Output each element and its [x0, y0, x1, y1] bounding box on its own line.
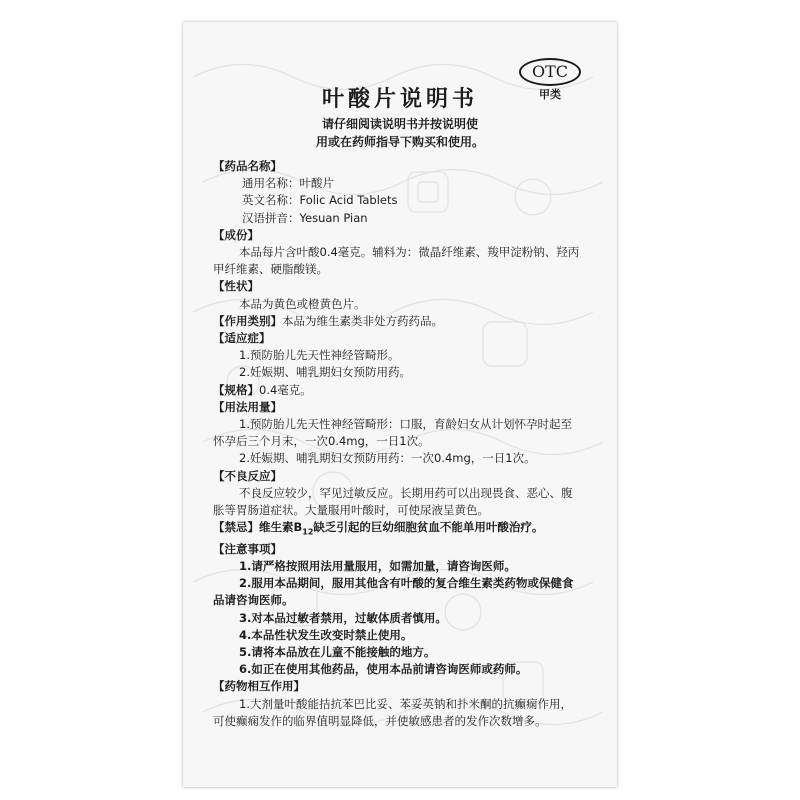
precaution-item-continued: 品请咨询医师。 [213, 593, 294, 608]
section-heading-composition: 【成份】 [213, 227, 259, 242]
subtitle-line: 请仔细阅读说明书并按说明使 [321, 117, 478, 131]
indication-item: 1.预防胎儿先天性神经管畸形。 [239, 348, 400, 363]
precaution-item: 3.对本品过敏者禁用，过敏体质者慎用。 [239, 610, 447, 625]
composition-text: 本品每片含叶酸0.4毫克。辅料为：微晶纤维素、羧甲淀粉钠、羟丙 [239, 245, 580, 260]
section-heading-adverse-reactions: 【不良反应】 [213, 468, 282, 483]
precaution-item: 5.请将本品放在儿童不能接触的地方。 [239, 644, 436, 659]
pinyin-name: 汉语拼音：Yesuan Pian [242, 210, 368, 225]
section-heading-category: 【作用类别】 [213, 313, 282, 328]
section-heading-dosage: 【用法用量】 [213, 399, 282, 414]
precaution-item: 1.请严格按照用法用量服用，如需加量，请咨询医师。 [239, 558, 516, 573]
contraindications-line [213, 519, 609, 541]
category-line [213, 313, 609, 330]
composition-text: 甲纤维素、硬脂酸镁。 [213, 262, 328, 277]
properties-text: 本品为黄色或橙黄色片。 [239, 296, 366, 311]
subtitle [183, 115, 617, 151]
english-name: 英文名称：Folic Acid Tablets [242, 193, 398, 208]
adverse-text: 胀等胃肠道症状。大量服用叶酸时，可使尿液呈黄色。 [213, 503, 489, 518]
category-text: 本品为维生素类非处方药药品。 [282, 313, 443, 328]
dosage-item: 1.预防胎儿先天性神经管畸形：口服，育龄妇女从计划怀孕时起至 [239, 417, 572, 432]
specification-line [213, 382, 609, 399]
contraindications-subscript: 12 [302, 527, 314, 537]
subtitle-line: 用或在药师指导下购买和使用。 [315, 135, 484, 149]
contraindications-text-start: 维生素B [259, 520, 303, 535]
dosage-item-continued: 怀孕后三个月末，一次0.4mg，一日1次。 [213, 434, 430, 449]
section-heading-indications: 【适应症】 [213, 331, 271, 346]
precaution-item: 6.如正在使用其他药品，使用本品前请咨询医师或药师。 [239, 662, 528, 677]
adverse-text: 不良反应较少，罕见过敏反应。长期用药可以出现畏食、恶心、腹 [239, 485, 573, 500]
document-title: 叶酸片说明书 [321, 87, 478, 112]
dosage-item: 2.妊娠期、哺乳期妇女预防用药：一次0.4mg，一日1次。 [239, 451, 536, 466]
section-heading-specification: 【规格】 [213, 382, 259, 397]
generic-name: 通用名称：叶酸片 [242, 176, 334, 191]
section-heading-drug-name: 【药品名称】 [213, 159, 282, 173]
indication-item: 2.妊娠期、哺乳期妇女预防用药。 [239, 365, 411, 380]
precaution-item: 4.本品性状发生改变时禁止使用。 [239, 627, 413, 642]
contraindications-text-end: 缺乏引起的巨幼细胞贫血不能单用叶酸治疗。 [313, 520, 544, 535]
otc-badge: OTC [519, 58, 581, 86]
section-heading-properties: 【性状】 [213, 279, 259, 294]
interactions-text: 可使癫痫发作的临界值明显降低，并使敏感患者的发作次数增多。 [213, 713, 547, 728]
precaution-item: 2.服用本品期间，服用其他含有叶酸的复合维生素类药物或保健食 [239, 576, 574, 591]
section-heading-contraindications: 【禁忌】 [213, 520, 259, 535]
section-heading-precautions: 【注意事项】 [213, 541, 282, 556]
otc-class-label: 甲类 [539, 88, 561, 101]
specification-text: 0.4毫克。 [259, 382, 312, 397]
interactions-text: 1.大剂量叶酸能拮抗苯巴比妥、苯妥英钠和扑米酮的抗癫痫作用， [239, 696, 572, 711]
leaflet-body [213, 158, 609, 730]
section-heading-interactions: 【药物相互作用】 [213, 679, 305, 694]
leaflet-page [183, 22, 617, 787]
